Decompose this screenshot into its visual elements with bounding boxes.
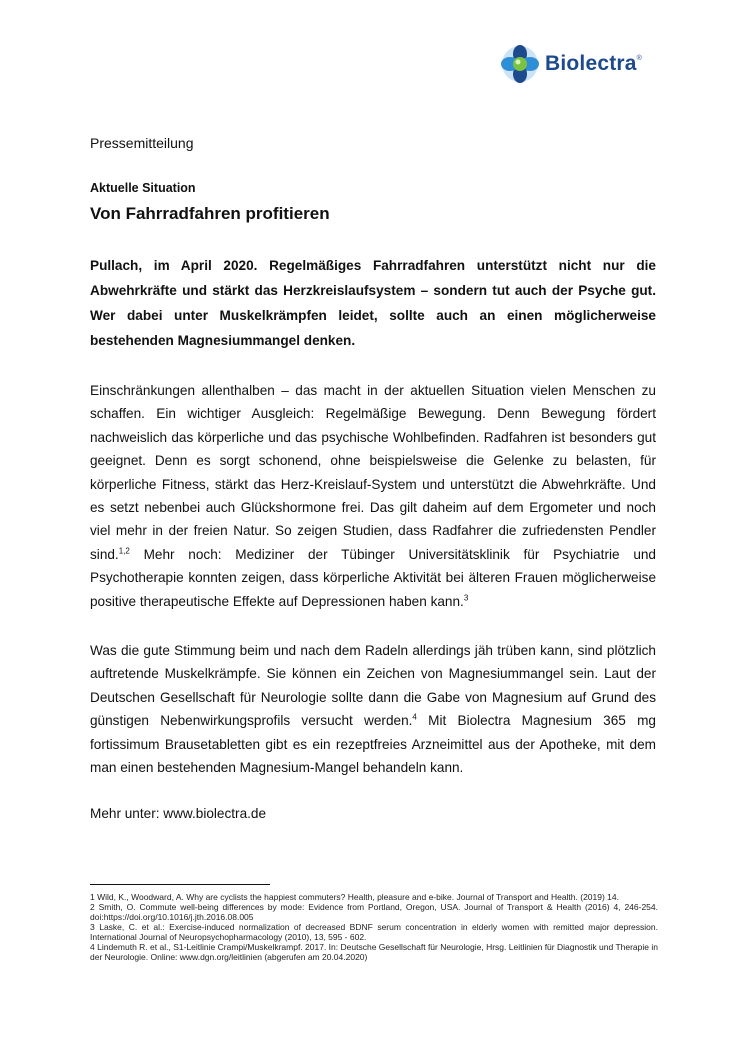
footnote: 1 Wild, K., Woodward, A. Why are cyclists the happiest commuters? Health, pleasure and e-bike. Journal of Transport and Health. (2019) 14. — [90, 892, 619, 902]
brand-name: Biolectra — [545, 52, 637, 75]
headline: Von Fahrradfahren profitieren — [90, 204, 330, 223]
registered-mark: ® — [636, 54, 642, 62]
paragraph-text: Was die gute Stimmung beim und nach dem Radeln allerdings jäh trüben kann, sind plötzlich auftretende Muskelkrämpfe. Sie können ein Zeichen von Magnesiummangel sein. Laut der Deutschen Gesellschaft für Neurologie sollte dann die Gabe von Magnesium auf Grund des günstigen Nebenwirkungsprofils versucht werden. — [90, 643, 656, 729]
press-release-body — [90, 134, 656, 824]
footnote-ref: 1,2 — [118, 546, 130, 556]
body-paragraph-2 — [90, 639, 656, 779]
document-type: Pressemitteilung — [90, 135, 194, 151]
footnote: 2 Smith, O. Commute well-being differences by mode: Evidence from Portland, Oregon, USA. Journal of Transport & Health (2016) 4, 246-254. doi:https://doi.org/10.1016/j.jth.2016.08.005 — [90, 902, 658, 922]
more-info-link[interactable]: Mehr unter: www.biolectra.de — [90, 805, 267, 821]
paragraph-text: Mit Biolectra Magnesium 365 mg fortissimum Brausetabletten gibt es ein rezeptfreies Arzneimittel aus der Apotheke, mit dem man einen bestehenden Magnesium-Mangel behandeln kann. — [90, 713, 656, 776]
kicker: Aktuelle Situation — [90, 181, 196, 195]
biolectra-logo — [500, 44, 642, 84]
body-paragraph-1 — [90, 379, 656, 613]
lead-paragraph: Pullach, im April 2020. Regelmäßiges Fahrradfahren unterstützt nicht nur die Abwehrkräfte und stärkt das Herzkreislaufsystem – sondern tut auch der Psyche gut. Wer dabei unter Muskelkrämpfen leidet, sollte auch an einen möglicherweise bestehenden Magnesiummangel denken. — [90, 258, 656, 348]
paragraph-text: Mehr noch: Mediziner der Tübinger Universitätsklinik für Psychiatrie und Psychotherapie konnten zeigen, dass körperliche Aktivität bei älteren Frauen möglicherweise positive therapeutische Effekte auf Depressionen haben kann. — [90, 546, 656, 609]
paragraph-text: Einschränkungen allenthalben – das macht in der aktuellen Situation vielen Menschen zu schaffen. Ein wichtiger Ausgleich: Regelmäßige Bewegung. Denn Bewegung fördert nachweislich das körperliche und das psychische Wohlbefinden. Radfahren ist besonders gut geeignet. Denn es sorgt schonend, ohne beispielsweise die Gelenke zu belasten, für körperliche Fitness, stärkt das Herz-Kreislauf-System und unterstützt die Abwehrkräfte. Und es setzt nebenbei auch Glückshormone frei. Das gilt daheim auf dem Ergometer und noch viel mehr in der freien Natur. So zeigen Studien, dass Radfahrer die zufriedensten Pendler sind. — [90, 383, 656, 562]
footnotes — [90, 892, 658, 962]
footnote: 3 Laske, C. et al.: Exercise-induced normalization of decreased BDNF serum concentration in elderly women with remitted major depression. International Journal of Neuropsychopharmacology (2010), 13, 595 - 602. — [90, 922, 658, 942]
biolectra-logo-icon — [500, 44, 540, 84]
footnote-ref: 4 — [412, 712, 417, 722]
footnote: 4 Lindemuth R. et al., S1-Leitlinie Crampi/Muskelkrampf. 2017. In: Deutsche Gesellschaft für Neurologie, Hrsg. Leitlinien für Diagnostik und Therapie in der Neurologie. Online: www.dgn.org/leitlinien (abgerufen am 20.04.2020) — [90, 942, 658, 962]
footnote-divider — [90, 884, 270, 885]
footnote-ref: 3 — [463, 593, 469, 603]
